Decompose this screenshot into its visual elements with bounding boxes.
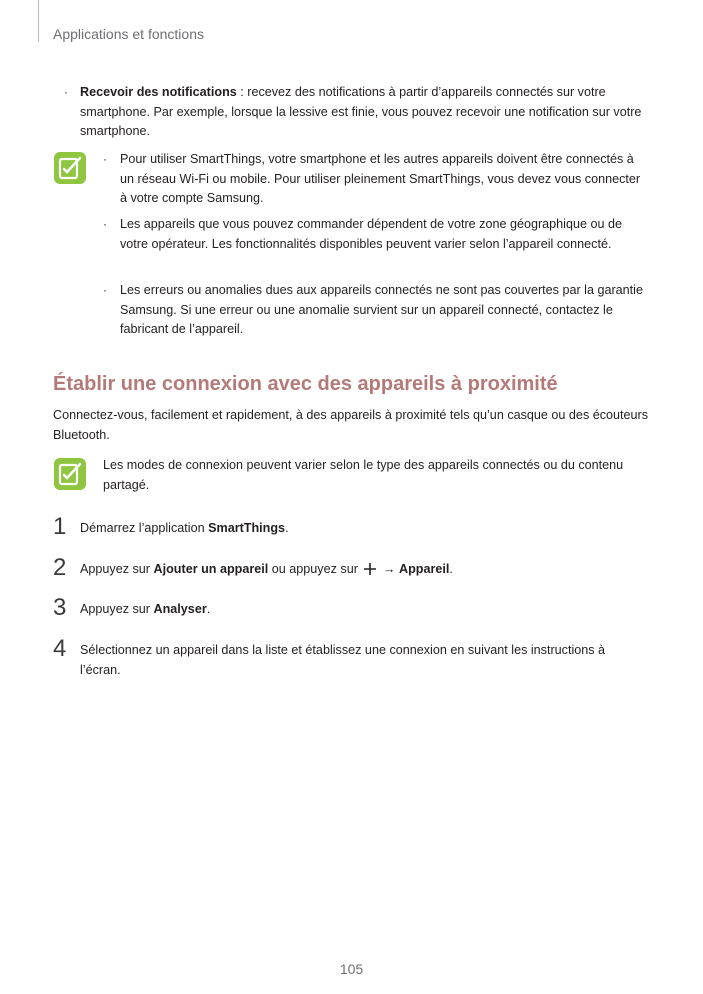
step-number: 1 xyxy=(53,513,67,540)
step-number: 3 xyxy=(53,594,67,621)
note1-bullet-3: · Les erreurs ou anomalies dues aux appareils connectés ne sont pas couvertes par la garantie Samsung. Si une erreur ou une anomalie survient sur un appareil connecté, contactez le fabricant de l’appareil. xyxy=(103,283,643,336)
note1-bullet-1: · Pour utiliser SmartThings, votre smartphone et les autres appareils doivent être connectés à un réseau Wi-Fi ou mobile. Pour utiliser pleinement SmartThings, vous devez vous connecter à votre compte Samsung. xyxy=(103,152,641,205)
page-number: 105 xyxy=(339,961,364,977)
intro-bullet-text: : recevez des notifications à partir d’appareils connectés sur votre smartphone. Par exemple, lorsque la lessive est finie, vous pouvez recevoir une notification sur votre smartphone. xyxy=(80,85,642,138)
note2-text: Les modes de connexion peuvent varier selon le type des appareils connectés ou du contenu partagé. xyxy=(103,458,624,492)
step-number: 2 xyxy=(53,554,67,581)
step-3-text: Appuyez sur Analyser. xyxy=(80,602,211,616)
intro-bullet: · Recevoir des notifications : recevez des notifications à partir d’appareils connectés sur votre smartphone. Par exemple, lorsque la lessive est finie, vous pouvez recevoir une notification sur votre smartphone. xyxy=(64,85,642,138)
step-1-text: Démarrez l’application SmartThings. xyxy=(80,521,289,535)
plus-icon xyxy=(363,562,377,576)
section-intro: Connectez-vous, facilement et rapidement, à des appareils à proximité tels qu’un casque ou des écouteurs Bluetooth. xyxy=(53,408,649,442)
intro-bullet-bold: Recevoir des notifications xyxy=(80,85,237,99)
step-number: 4 xyxy=(53,635,67,662)
step-2-text: Appuyez sur Ajouter un appareil ou appuyez sur → Appareil. xyxy=(80,562,453,576)
page-header: Applications et fonctions xyxy=(53,26,204,42)
section-title: Établir une connexion avec des appareils à proximité xyxy=(53,373,558,395)
note-icon xyxy=(53,151,87,185)
step-4-text: Sélectionnez un appareil dans la liste et établissez une connexion en suivant les instructions à l’écran. xyxy=(80,643,606,677)
note-icon xyxy=(53,457,87,491)
note1-bullet-2: · Les appareils que vous pouvez commander dépendent de votre zone géographique ou de votre opérateur. Les fonctionnalités disponibles peuvent varier selon l’appareil connecté. xyxy=(103,217,623,251)
header-rule xyxy=(38,0,39,42)
